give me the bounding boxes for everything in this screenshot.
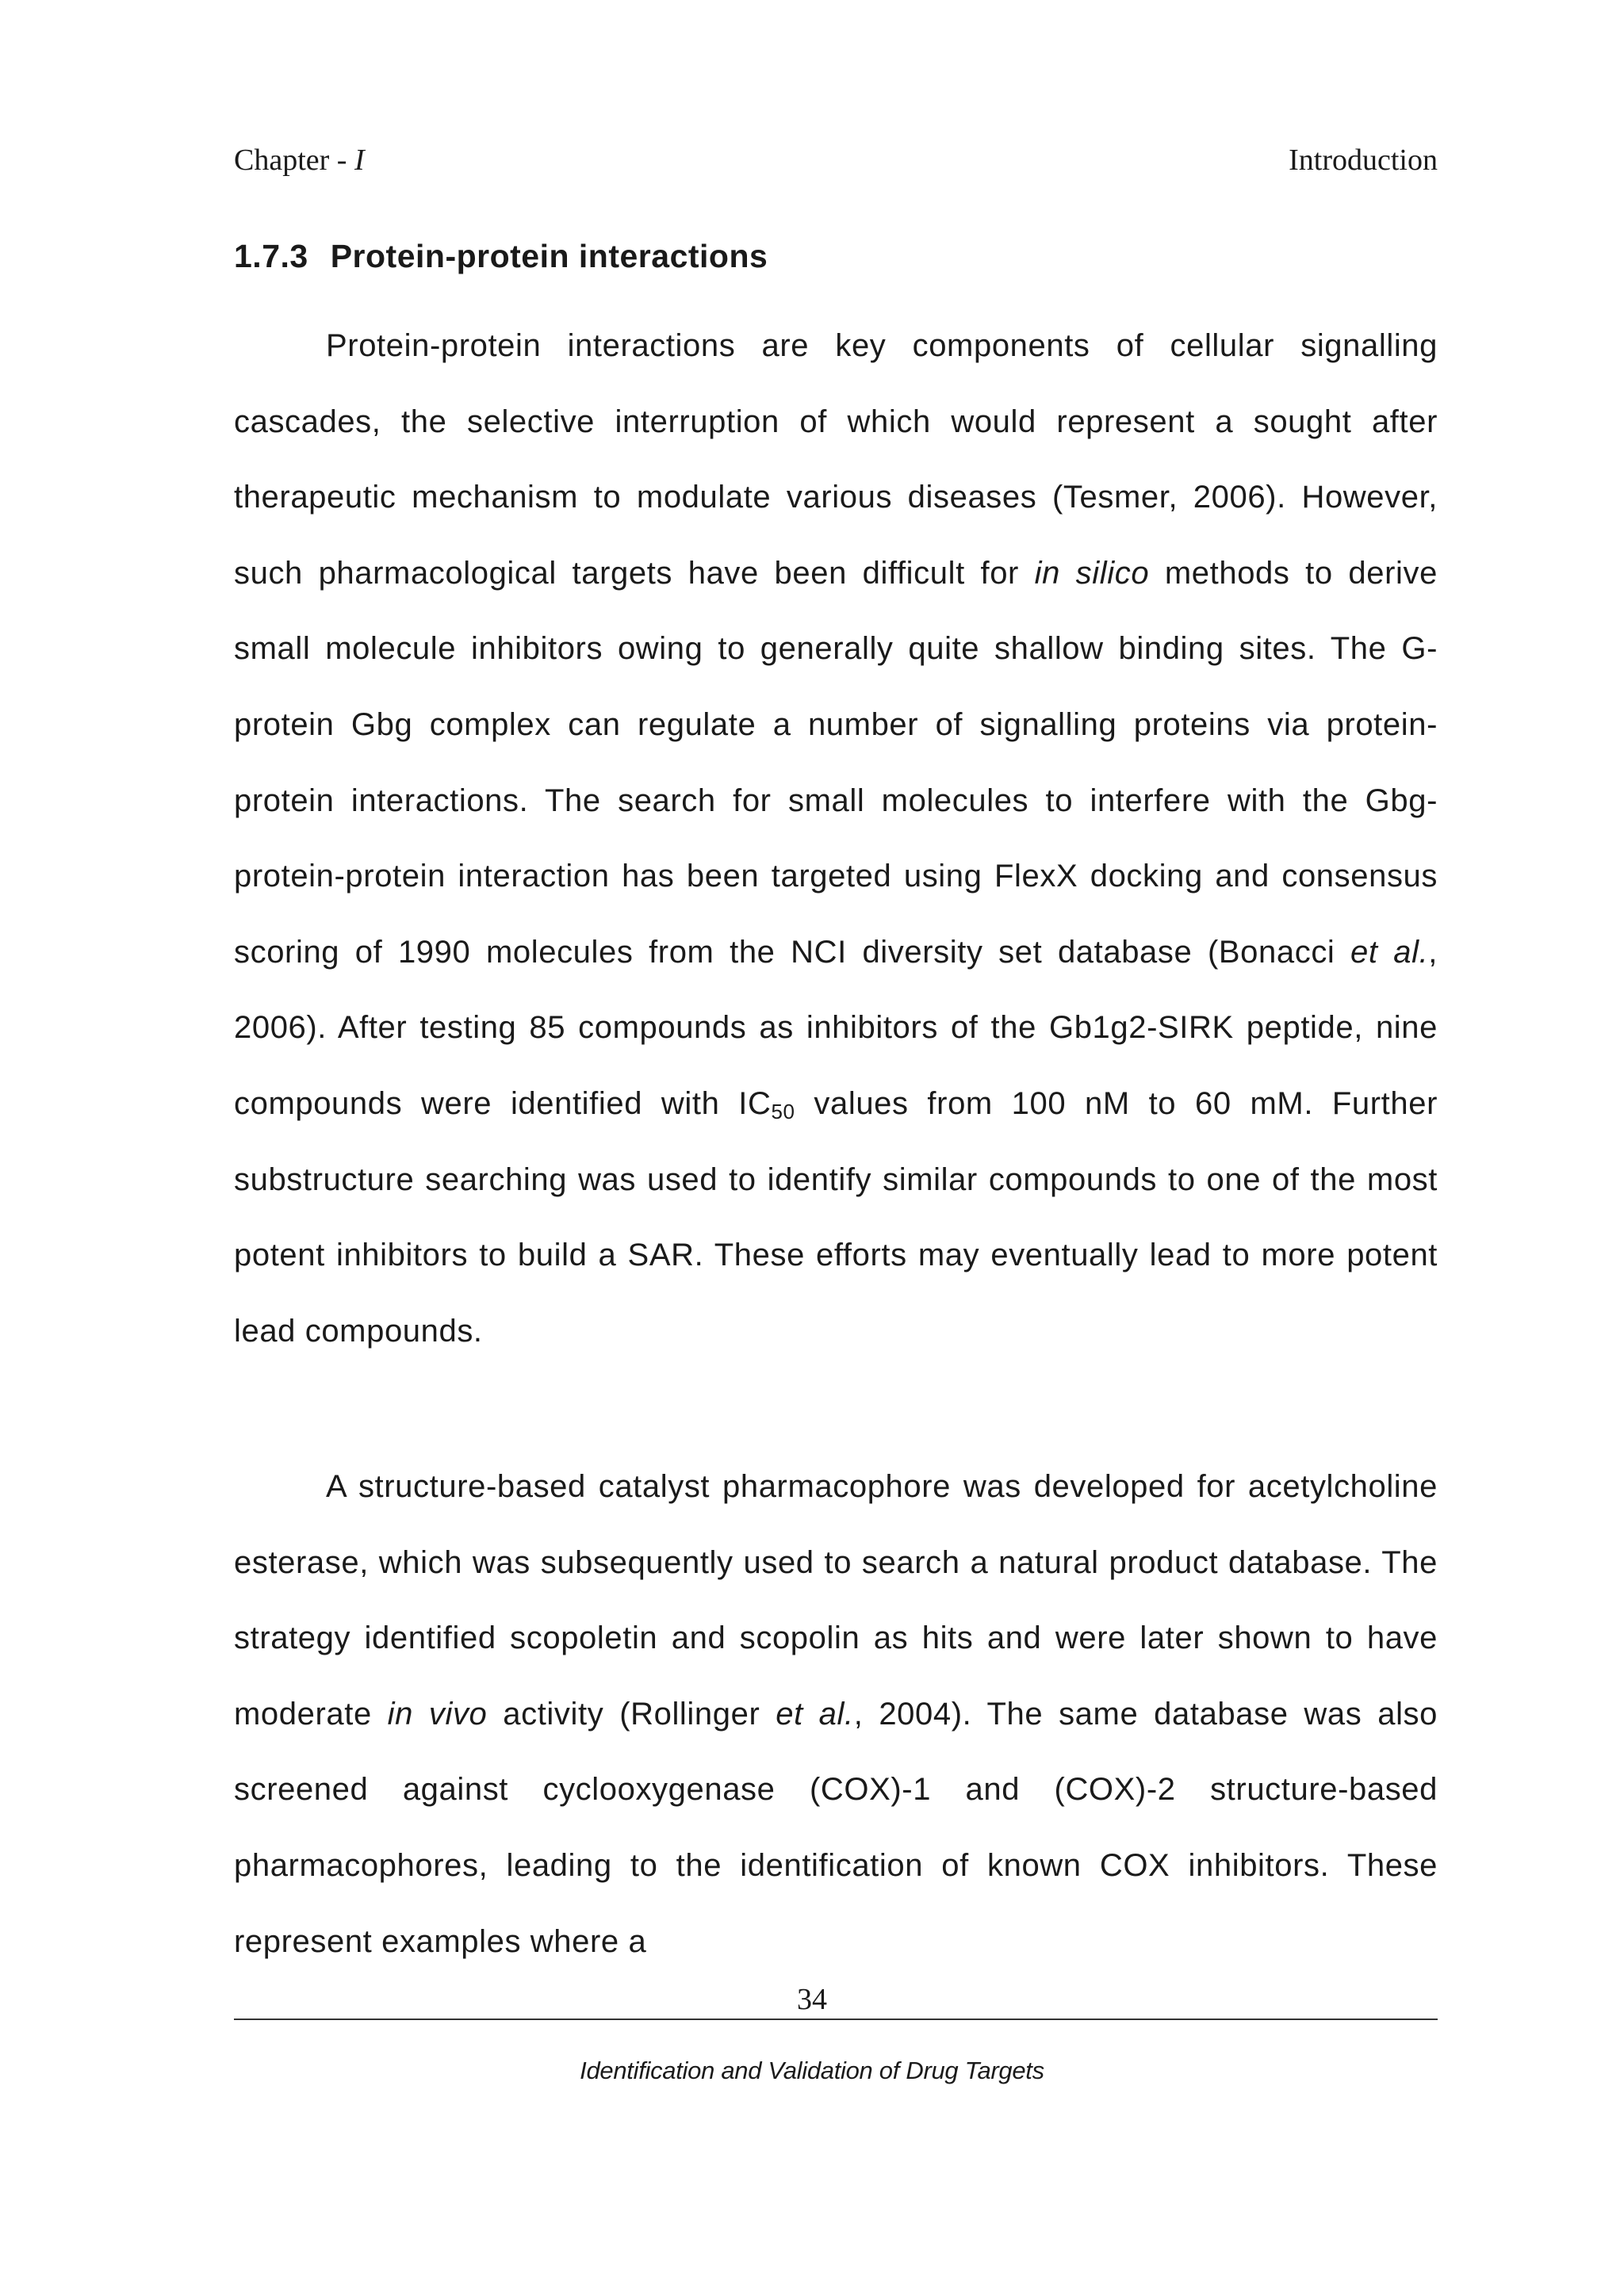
section-number: 1.7.3 bbox=[234, 238, 308, 274]
page-number: 34 bbox=[797, 1983, 827, 2016]
chapter-label: Chapter - I bbox=[234, 144, 365, 177]
section-heading bbox=[234, 238, 768, 275]
footer-divider bbox=[234, 2019, 1438, 2020]
running-header bbox=[234, 143, 1438, 182]
chapter-numeral: I bbox=[354, 144, 365, 177]
paragraph-pharmacophore: A structure-based catalyst pharmacophore was developed for acetylcholine esterase, which was subsequently used to search a natural product database. The strategy identified scopoletin and scopolin as hits and were later shown to have moderate in vivo activity (Rollinger et al., 2004). The same database was also screened against cyclooxygenase (COX)-1 and (COX)-2 structure-based pharmacophores, leading to the identification of known COX inhibitors. These represent examples where a bbox=[234, 1469, 1438, 1959]
header-section-title: Introduction bbox=[1289, 144, 1438, 177]
paragraph-protein-interactions: Protein-protein interactions are key components of cellular signalling cascades, the selective interruption of which would represent a sought after therapeutic mechanism to modulate various diseases (Tesmer, 2006). However, such pharmacological targets have been difficult for in silico methods to derive small molecule inhibitors owing to generally quite shallow binding sites. The G-protein Gbg complex can regulate a number of signalling proteins via protein-protein interactions. The search for small molecules to interfere with the Gbg-protein-protein interaction has been targeted using FlexX docking and consensus scoring of 1990 molecules from the NCI diversity set database (Bonacci et al., 2006). After testing 85 compounds as inhibitors of the Gb1g2-SIRK peptide, nine compounds were identified with $IC_{50}$ values from 100 nM to 60 mM. Further substructure searching was used to identify similar compounds to one of the most potent inhibitors to build a SAR. These efforts may eventually lead to more potent lead compounds. bbox=[234, 328, 1438, 1349]
footer-book-title: Identification and Validation of Drug Targets bbox=[580, 2057, 1044, 2084]
section-title: Protein-protein interactions bbox=[330, 238, 768, 274]
